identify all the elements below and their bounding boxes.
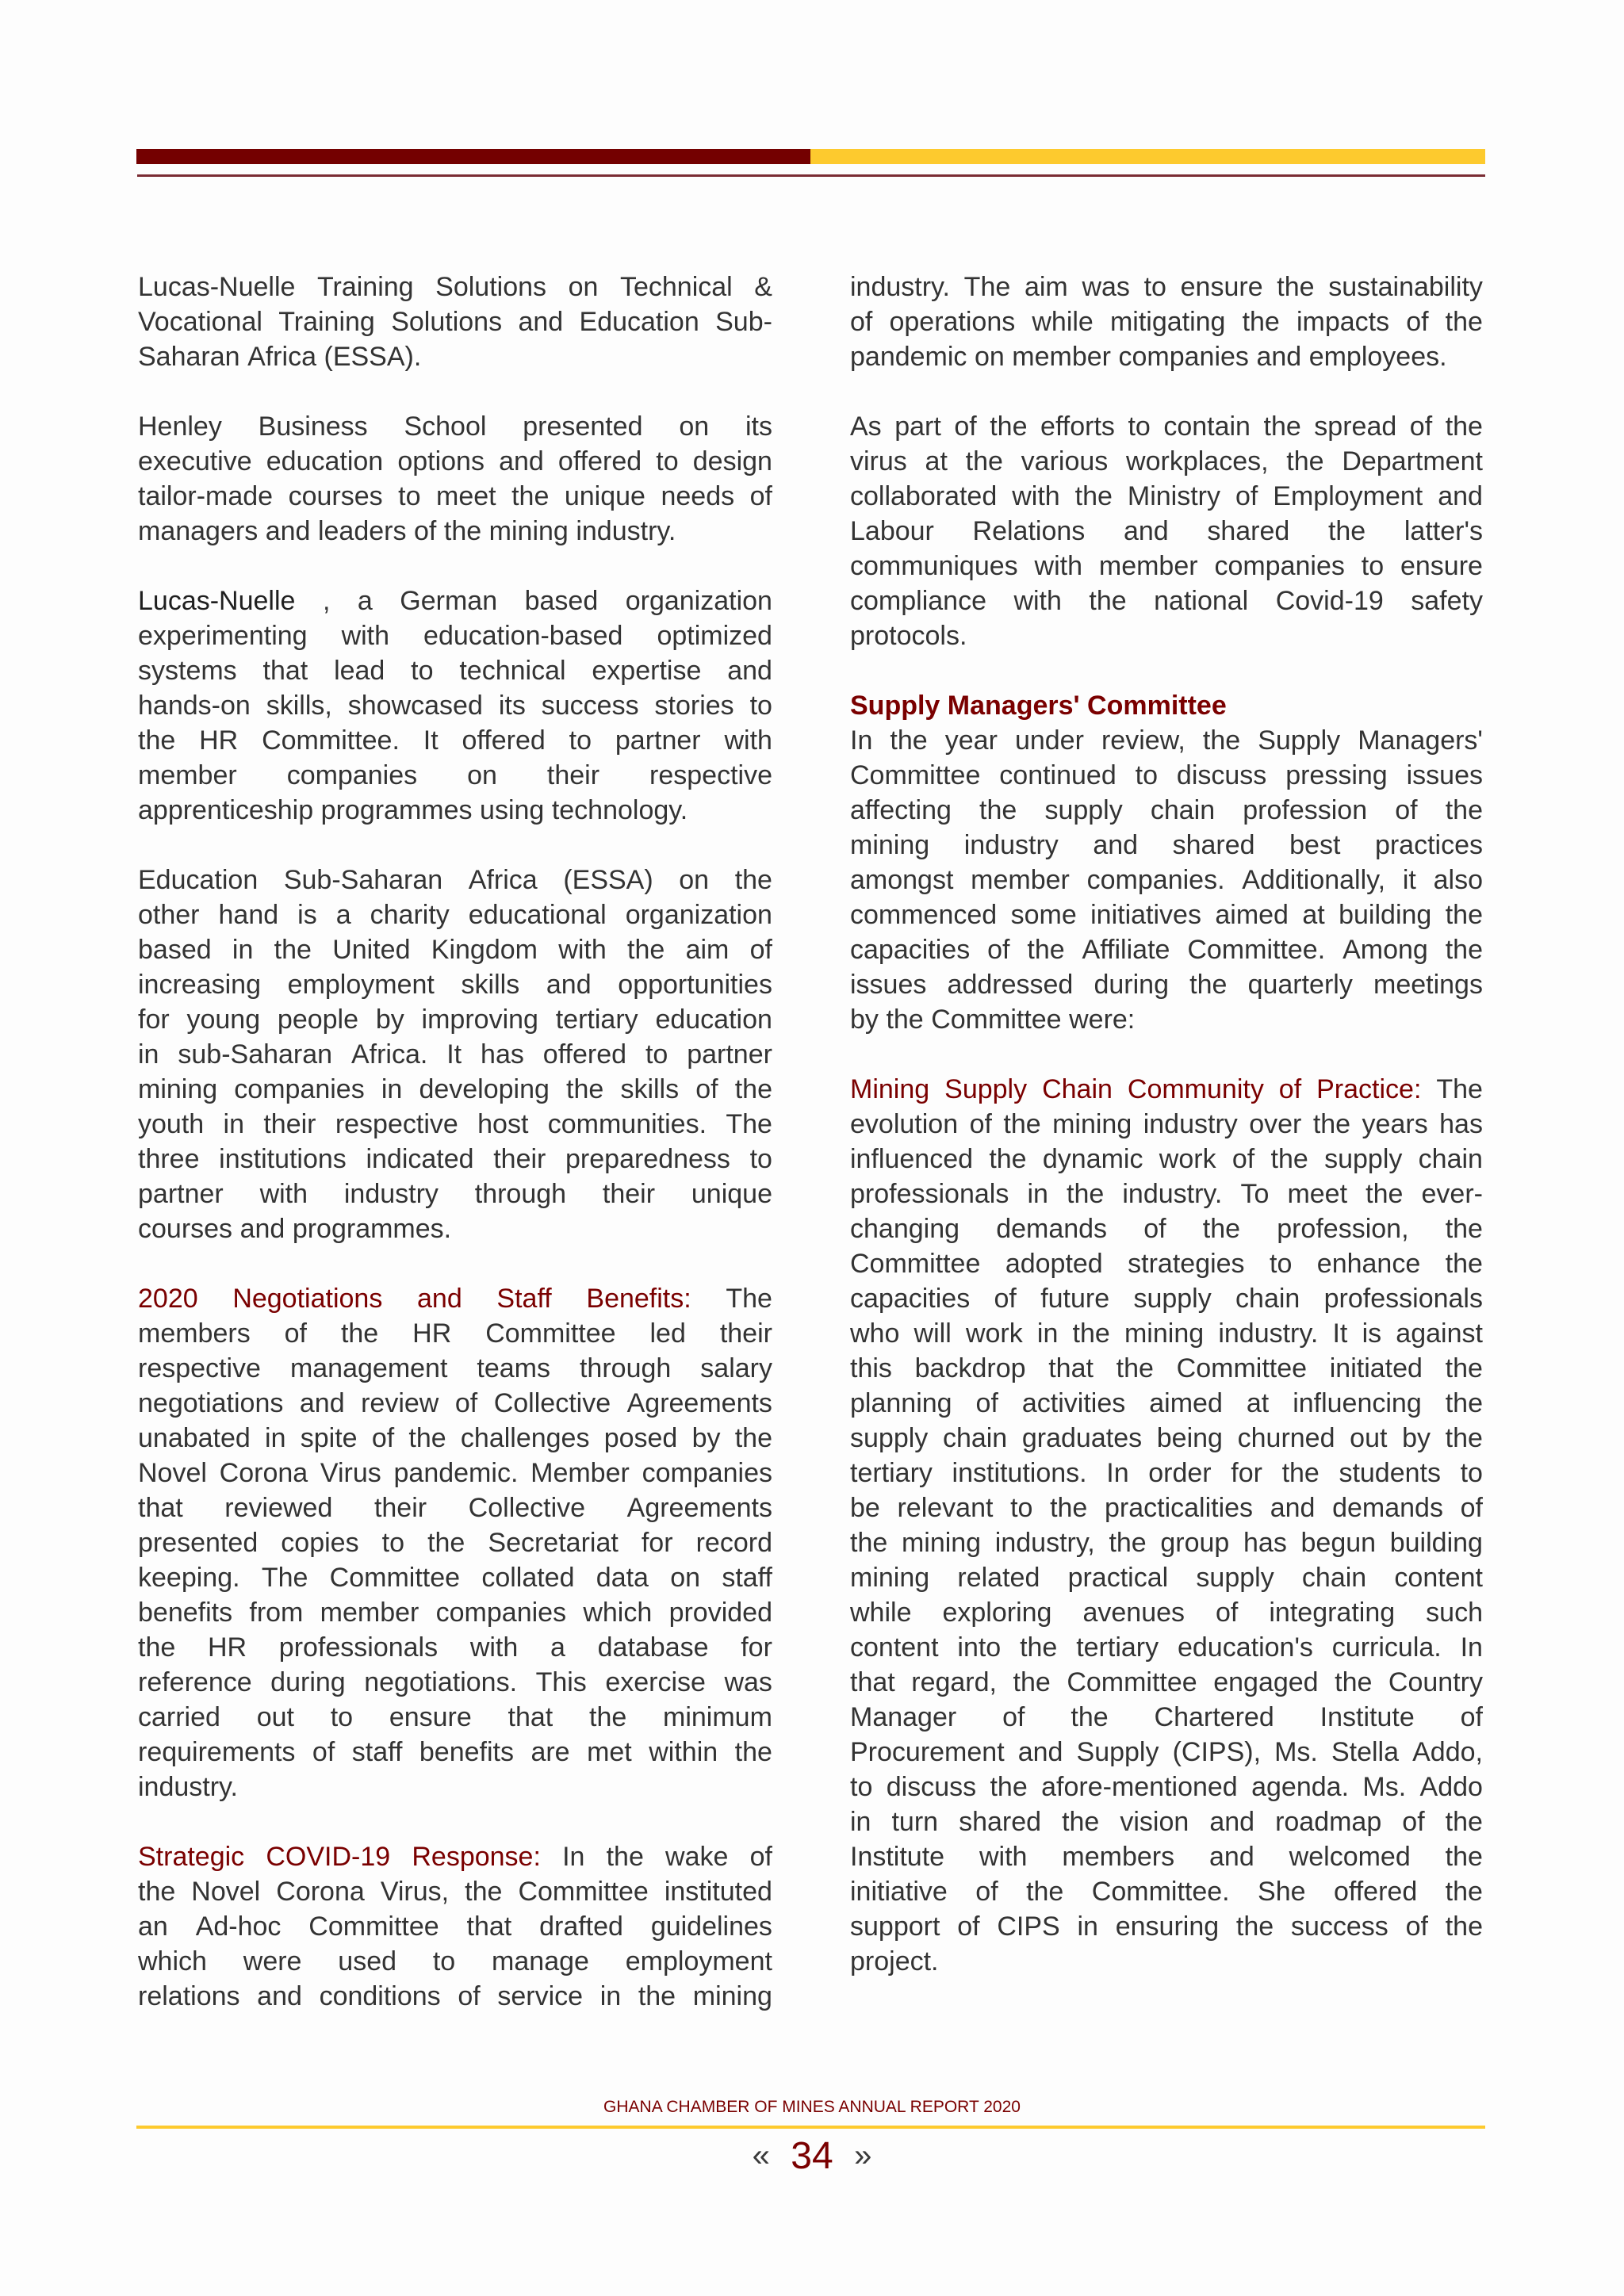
paragraph [138, 270, 772, 374]
text-line: evolution of the mining industry over the years has [850, 1109, 1483, 1139]
footer-rule [136, 2126, 1485, 2129]
text-line: amongst member companies. Additionally, it also [850, 865, 1483, 895]
subheading-label: Supply [944, 1074, 1028, 1104]
text-line: As part of the efforts to contain the spread of the [850, 411, 1483, 442]
text-line: relations and conditions of service in the mining [138, 1981, 772, 2011]
text-line: partner with industry through their unique [138, 1179, 772, 1209]
text-line: this backdrop that the Committee initiated the [850, 1353, 1483, 1383]
text-line: communiques with member companies to ensure [850, 551, 1483, 581]
subheading-label: Community [1127, 1074, 1264, 1104]
text-line: collaborated with the Ministry of Employment and [850, 481, 1483, 511]
text-line: in sub-Saharan Africa. It has offered to partner [138, 1039, 772, 1070]
text-line: respective management teams through salary [138, 1353, 772, 1383]
text-line: Labour Relations and shared the latter's [850, 516, 1483, 546]
paragraph-gap [850, 374, 1483, 409]
previous-page-icon[interactable]: « [752, 2138, 770, 2173]
header-bar-gold [810, 149, 1485, 164]
left-column [138, 270, 772, 2014]
header-bar-maroon [136, 149, 810, 164]
text-line: Henley Business School presented on its [138, 411, 772, 442]
text-line: three institutions indicated their preparedness to [138, 1144, 772, 1174]
next-page-icon[interactable]: » [854, 2138, 872, 2173]
page-number: 34 [791, 2135, 833, 2177]
subheading-label: Response: [412, 1842, 541, 1872]
text-line: by the Committee were: [850, 1004, 1136, 1035]
paragraph-gap [850, 653, 1483, 688]
text-line: commenced some initiatives aimed at building the [850, 900, 1483, 930]
text-line: professionals in the industry. To meet the ever- [850, 1179, 1483, 1209]
text-line: to discuss the afore-mentioned agenda. Ms. Addo [850, 1772, 1483, 1802]
text-line: the Novel Corona Virus, the Committee instituted [138, 1877, 772, 1907]
text-line: systems that lead to technical expertise and [138, 656, 772, 686]
text-line: influenced the dynamic work of the supply chain [850, 1144, 1483, 1174]
text-line: unabated in spite of the challenges posed by the [138, 1423, 772, 1453]
text-line: executive education options and offered to design [138, 446, 772, 476]
text-line: that regard, the Committee engaged the Country [850, 1667, 1483, 1697]
text-line: mining industry and shared best practices [850, 830, 1483, 860]
paragraph-gap [138, 828, 772, 863]
paragraph [138, 1281, 772, 1804]
page-navigation [0, 2134, 1624, 2178]
text-line: while exploring avenues of integrating such [850, 1598, 1483, 1628]
text-line: initiative of the Committee. She offered the [850, 1877, 1483, 1907]
subheading-label: Mining [850, 1074, 930, 1104]
text-line: 2020 Negotiations and Staff Benefits: The [138, 1281, 772, 1316]
text-line: tertiary institutions. In order for the students to [850, 1458, 1483, 1488]
paragraph-gap [138, 549, 772, 584]
text-line: support of CIPS in ensuring the success of the [850, 1911, 1483, 1942]
text-line: the mining industry, the group has begun building [850, 1528, 1483, 1558]
subheading-label: and [417, 1284, 462, 1314]
text-line: who will work in the mining industry. It is against [850, 1318, 1483, 1349]
paragraph-gap [138, 374, 772, 409]
text-line: hands-on skills, showcased its success stories to [138, 691, 772, 721]
text-line: issues addressed during the quarterly meetings [850, 970, 1483, 1000]
text-line: project. [850, 1946, 939, 1976]
text-line: Mining Supply Chain Community of Practice: The [850, 1072, 1483, 1107]
subheading-label: Chain [1042, 1074, 1113, 1104]
text-line: In the year under review, the Supply Managers' [850, 725, 1483, 756]
paragraph [850, 723, 1483, 1037]
text-line: industry. [138, 1772, 238, 1802]
text-line: other hand is a charity educational organization [138, 900, 772, 930]
organization-name: Lucas-Nuelle [138, 586, 296, 616]
header-rule [137, 174, 1485, 177]
text-line: presented copies to the Secretariat for record [138, 1528, 772, 1558]
paragraph [138, 863, 772, 1246]
text-line: Procurement and Supply (CIPS), Ms. Stella Addo, [850, 1737, 1483, 1767]
subheading-label: Benefits: [586, 1284, 691, 1314]
text-line: requirements of staff benefits are met within the [138, 1737, 772, 1767]
subheading-label: COVID-19 [266, 1842, 391, 1872]
text-line: compliance with the national Covid-19 safety [850, 586, 1483, 616]
right-column [850, 270, 1483, 1979]
text-line: Institute with members and welcomed the [850, 1842, 1483, 1872]
subheading-label: Negotiations [232, 1284, 383, 1314]
text-line: capacities of future supply chain professionals [850, 1284, 1483, 1314]
subheading-label: of [1278, 1074, 1302, 1104]
text-line: Vocational Training Solutions and Education Sub- [138, 307, 772, 337]
text-line: benefits from member companies which provided [138, 1598, 772, 1628]
text-line: Strategic COVID-19 Response: In the wake of [138, 1839, 772, 1874]
text-line: member companies on their respective [138, 760, 772, 790]
text-line: based in the United Kingdom with the aim of [138, 935, 772, 965]
text-line: an Ad-hoc Committee that drafted guidelines [138, 1911, 772, 1942]
paragraph [138, 1839, 772, 2014]
text-line: protocols. [850, 621, 967, 651]
text-line: negotiations and review of Collective Agreements [138, 1388, 772, 1418]
text-line: Lucas-Nuelle , a German based organization [138, 584, 772, 618]
text-line: in turn shared the vision and roadmap of the [850, 1807, 1483, 1837]
text-line: the HR Committee. It offered to partner with [138, 725, 772, 756]
text-line: changing demands of the profession, the [850, 1214, 1483, 1244]
text-line: Committee adopted strategies to enhance the [850, 1249, 1483, 1279]
paragraph [850, 270, 1483, 374]
text-line: tailor-made courses to meet the unique needs of [138, 481, 772, 511]
subheading-label: 2020 [138, 1284, 198, 1314]
text-line: Committee continued to discuss pressing issues [850, 760, 1483, 790]
footer-report-title: GHANA CHAMBER OF MINES ANNUAL REPORT 2020 [603, 2098, 1021, 2116]
text-line: the HR professionals with a database for [138, 1632, 772, 1663]
text-line: that reviewed their Collective Agreements [138, 1493, 772, 1523]
text-line: keeping. The Committee collated data on staff [138, 1563, 772, 1593]
paragraph-gap [138, 1246, 772, 1281]
paragraph-gap [850, 1037, 1483, 1072]
paragraph [138, 409, 772, 549]
text-line: carried out to ensure that the minimum [138, 1702, 772, 1732]
text-line: mining companies in developing the skills of the [138, 1074, 772, 1104]
text-line: managers and leaders of the mining industry. [138, 516, 676, 546]
text-line: content into the tertiary education's curricula. In [850, 1632, 1483, 1663]
paragraph-gap [138, 1804, 772, 1839]
text-line: for young people by improving tertiary education [138, 1004, 772, 1035]
text-line: reference during negotiations. This exercise was [138, 1667, 772, 1697]
paragraph [138, 584, 772, 828]
subheading-label: Strategic [138, 1842, 245, 1872]
text-line: pandemic on member companies and employees. [850, 342, 1447, 372]
text-line: virus at the various workplaces, the Department [850, 446, 1483, 476]
text-line: mining related practical supply chain content [850, 1563, 1483, 1593]
text-line: supply chain graduates being churned out by the [850, 1423, 1483, 1453]
text-line: courses and programmes. [138, 1214, 452, 1244]
text-line: capacities of the Affiliate Committee. Among the [850, 935, 1483, 965]
text-line: Education Sub-Saharan Africa (ESSA) on the [138, 865, 772, 895]
text-line: apprenticeship programmes using technology. [138, 795, 688, 825]
text-line: be relevant to the practicalities and demands of [850, 1493, 1483, 1523]
paragraph [850, 409, 1483, 653]
text-line: members of the HR Committee led their [138, 1318, 772, 1349]
subheading-label: Practice: [1316, 1074, 1422, 1104]
text-line: Saharan Africa (ESSA). [138, 342, 422, 372]
text-line: Manager of the Chartered Institute of [850, 1702, 1483, 1732]
text-line: planning of activities aimed at influencing the [850, 1388, 1483, 1418]
text-line: Novel Corona Virus pandemic. Member companies [138, 1458, 772, 1488]
section-heading: Supply Managers' Committee [850, 691, 1227, 721]
text-line: youth in their respective host communities. The [138, 1109, 772, 1139]
text-line: of operations while mitigating the impacts of the [850, 307, 1483, 337]
subheading-label: Staff [496, 1284, 552, 1314]
text-line: affecting the supply chain profession of the [850, 795, 1483, 825]
text-line: Lucas-Nuelle Training Solutions on Technical & [138, 272, 772, 302]
text-line: increasing employment skills and opportunities [138, 970, 772, 1000]
paragraph [850, 1072, 1483, 1979]
text-line: industry. The aim was to ensure the sustainability [850, 272, 1483, 302]
text-line: which were used to manage employment [138, 1946, 772, 1976]
text-line: experimenting with education-based optimized [138, 621, 772, 651]
